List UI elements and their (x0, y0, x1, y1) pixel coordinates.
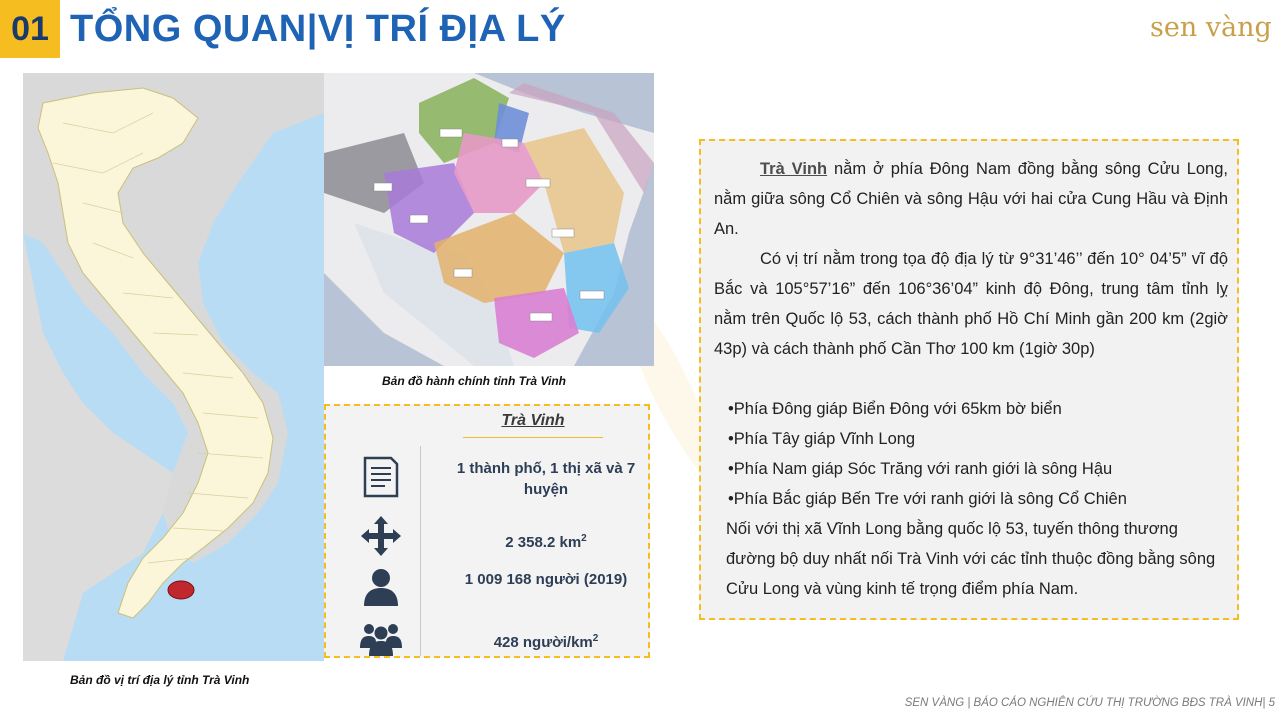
group-icon (359, 616, 403, 660)
coordinates-text: Có vị trí nằm trong tọa độ địa lý từ 9°31’46’’ đến 10° 04’5” vĩ độ Bắc và 105°57’16” đến 106°36’04” kinh độ Đông, trung tâm tỉnh lỵ nằm trên Quốc lộ 53, cách thành phố Hồ Chí Minh gần 200 km (2giờ 43p) và cách thành phố Cần Thơ 100 km (1giờ 30p) (714, 250, 1228, 358)
title-underline (463, 437, 603, 438)
intro-paragraph (714, 154, 1228, 244)
border-list (728, 394, 1228, 514)
list-item: •Phía Bắc giáp Bến Tre với ranh giới là sông Cổ Chiên (728, 490, 1127, 508)
area-text (446, 528, 646, 553)
travinh-administrative-map (324, 73, 654, 366)
section-number-badge: 01 (0, 0, 60, 58)
list-item: •Phía Nam giáp Sóc Trăng với ranh giới là sông Hậu (728, 460, 1113, 478)
admin-units-text: 1 thành phố, 1 thị xã và 7 huyện (456, 460, 636, 498)
page-title: TỔNG QUAN|VỊ TRÍ ĐỊA LÝ (70, 8, 566, 50)
connectivity-paragraph: Nối với thị xã Vĩnh Long bằng quốc lộ 53, tuyến thông thương đường bộ duy nhất nối Trà Vinh với các tỉnh thuộc đồng bằng sông Cửu Long và vùng kinh tế trọng điểm phía Nam. (726, 520, 1216, 598)
list-item: •Phía Tây giáp Vĩnh Long (728, 430, 916, 448)
area-value: 2 358.2 km (505, 534, 582, 551)
document-icon (359, 455, 403, 499)
province-name-highlight: Trà Vinh (760, 160, 828, 178)
key-facts-title: Trà Vinh (501, 412, 565, 429)
key-facts-box (324, 404, 650, 658)
vertical-divider (420, 446, 421, 656)
intro-text: nằm ở phía Đông Nam đồng bằng sông Cửu Long, nằm giữa sông Cổ Chiên và sông Hậu với hai cửa Cung Hầu và Định An. (714, 160, 1228, 238)
brand-logo-text: sen vàng (1150, 12, 1272, 43)
vietnam-location-map (23, 73, 324, 661)
density-text (446, 628, 646, 653)
location-map-caption: Bản đồ vị trí địa lý tỉnh Trà Vinh (70, 673, 250, 687)
coordinates-paragraph (714, 244, 1228, 364)
move-arrows-icon (359, 514, 403, 558)
footer-text: SEN VÀNG | BÁO CÁO NGHIÊN CỨU THỊ TRƯỜNG BĐS TRÀ VINH| 5 (904, 697, 1275, 709)
density-value: 428 người/km (493, 634, 593, 651)
admin-map-caption: Bản đồ hành chính tỉnh Trà Vinh (382, 374, 566, 388)
brand-logo (1150, 8, 1272, 48)
description-box (699, 139, 1239, 620)
vietnam-map-graphic (23, 73, 324, 661)
density-unit-superscript: 2 (592, 633, 599, 644)
list-item: •Phía Đông giáp Biển Đông với 65km bờ biển (728, 400, 1062, 418)
person-icon (359, 566, 403, 610)
admin-map-graphic (324, 73, 654, 366)
population-text: 1 009 168 người (2019) (464, 571, 628, 588)
area-unit-superscript: 2 (581, 533, 587, 544)
